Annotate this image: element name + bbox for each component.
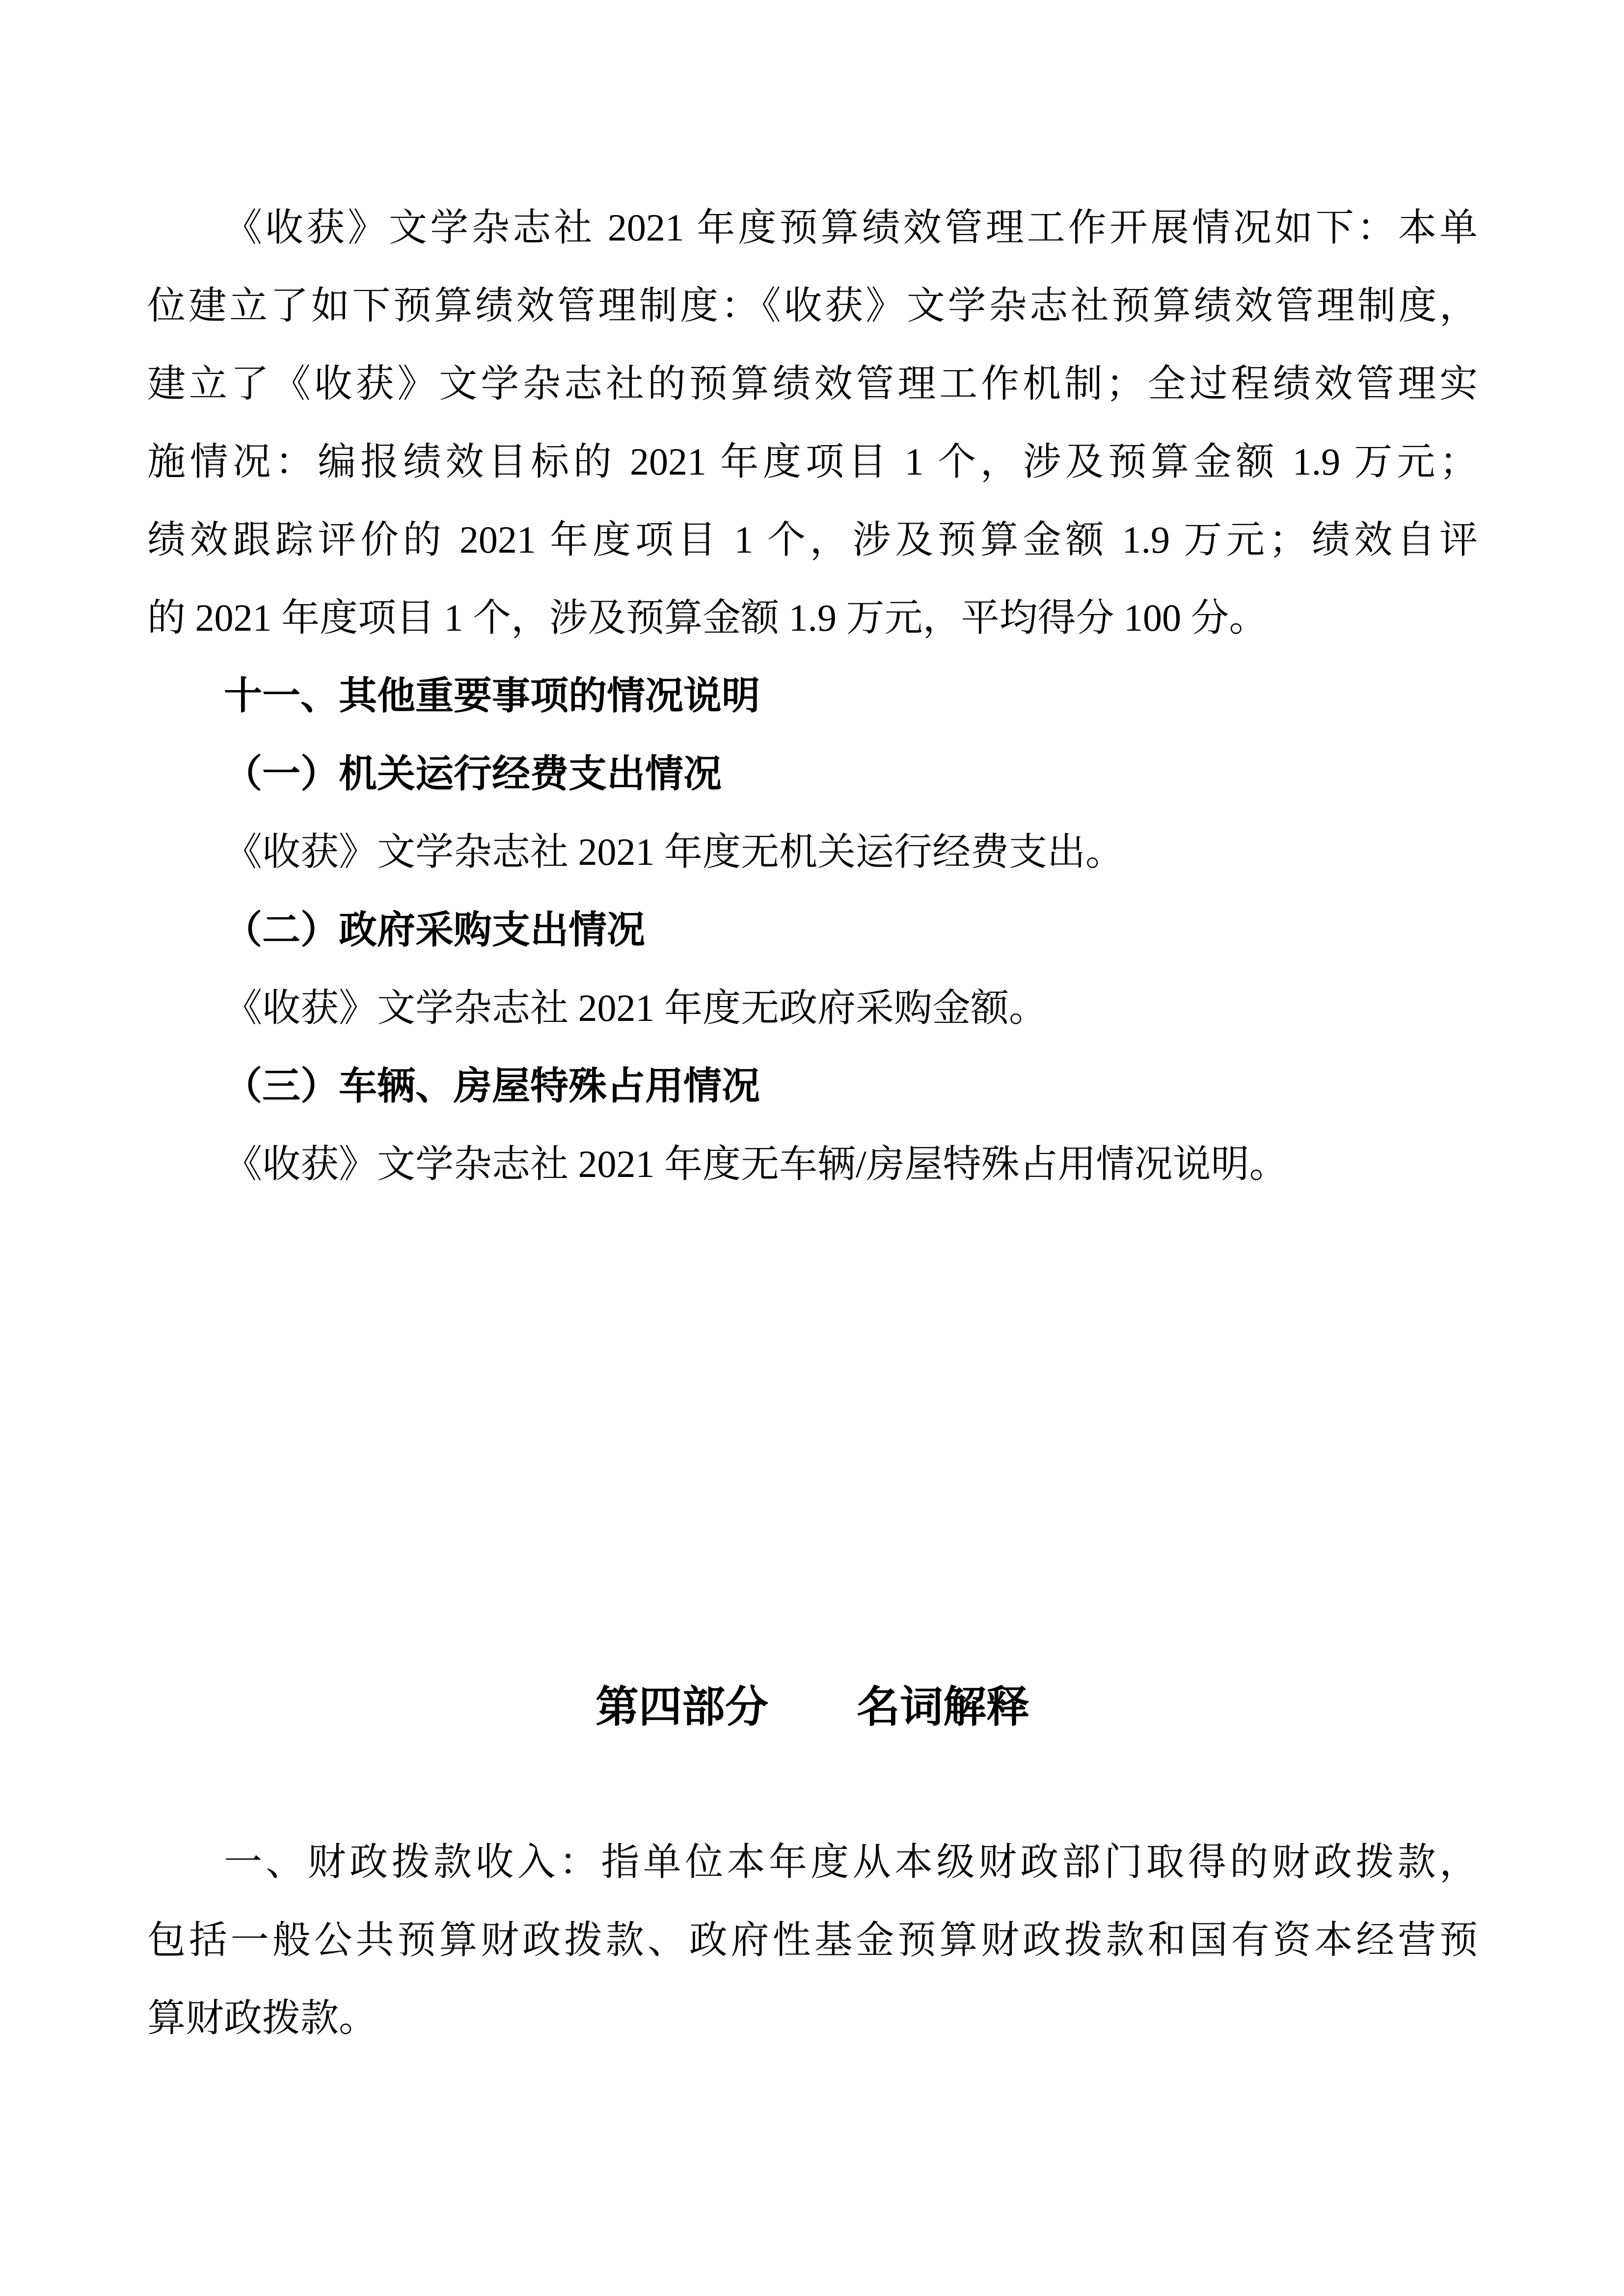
glossary-paragraph (147, 1823, 1478, 2057)
subsection-body: 《收获》文学杂志社 2021 年度无机关运行经费支出。 (224, 830, 1124, 873)
section-eleven (147, 657, 1478, 1203)
budget-performance-paragraph (147, 188, 1478, 657)
paragraph-line: 绩效跟踪评价的 2021 年度项目 1 个，涉及预算金额 1.9 万元；绩效自评 (147, 518, 1478, 561)
paragraph-line: 算财政拨款。 (147, 1997, 378, 2039)
part-four-heading-number: 第四部分 (595, 1682, 768, 1731)
paragraph-line: 施情况：编报绩效目标的 2021 年度项目 1 个，涉及预算金额 1.9 万元； (147, 440, 1478, 483)
section-heading: 十一、其他重要事项的情况说明 (224, 674, 760, 717)
part-four-heading-title: 名词解释 (857, 1682, 1030, 1731)
paragraph-line: 《收获》文学杂志社 2021 年度预算绩效管理工作开展情况如下：本单 (224, 206, 1478, 249)
subsection-heading: （三）车辆、房屋特殊占用情况 (224, 1065, 760, 1107)
paragraph-line: 一、财政拨款收入：指单位本年度从本级财政部门取得的财政拨款， (224, 1841, 1478, 1883)
paragraph-line: 位建立了如下预算绩效管理制度：《收获》文学杂志社预算绩效管理制度， (147, 284, 1478, 327)
part-four-heading (147, 1653, 1478, 1761)
subsection-heading: （二）政府采购支出情况 (224, 908, 646, 951)
subsection-body: 《收获》文学杂志社 2021 年度无政府采购金额。 (224, 987, 1048, 1029)
paragraph-line: 包括一般公共预算财政拨款、政府性基金预算财政拨款和国有资本经营预 (147, 1919, 1478, 1961)
paragraph-line: 的 2021 年度项目 1 个，涉及预算金额 1.9 万元，平均得分 100 分。 (147, 596, 1268, 639)
paragraph-line: 建立了《收获》文学杂志社的预算绩效管理工作机制；全过程绩效管理实 (147, 362, 1478, 405)
subsection-body: 《收获》文学杂志社 2021 年度无车辆/房屋特殊占用情况说明。 (224, 1143, 1288, 1185)
subsection-heading: （一）机关运行经费支出情况 (224, 752, 722, 795)
